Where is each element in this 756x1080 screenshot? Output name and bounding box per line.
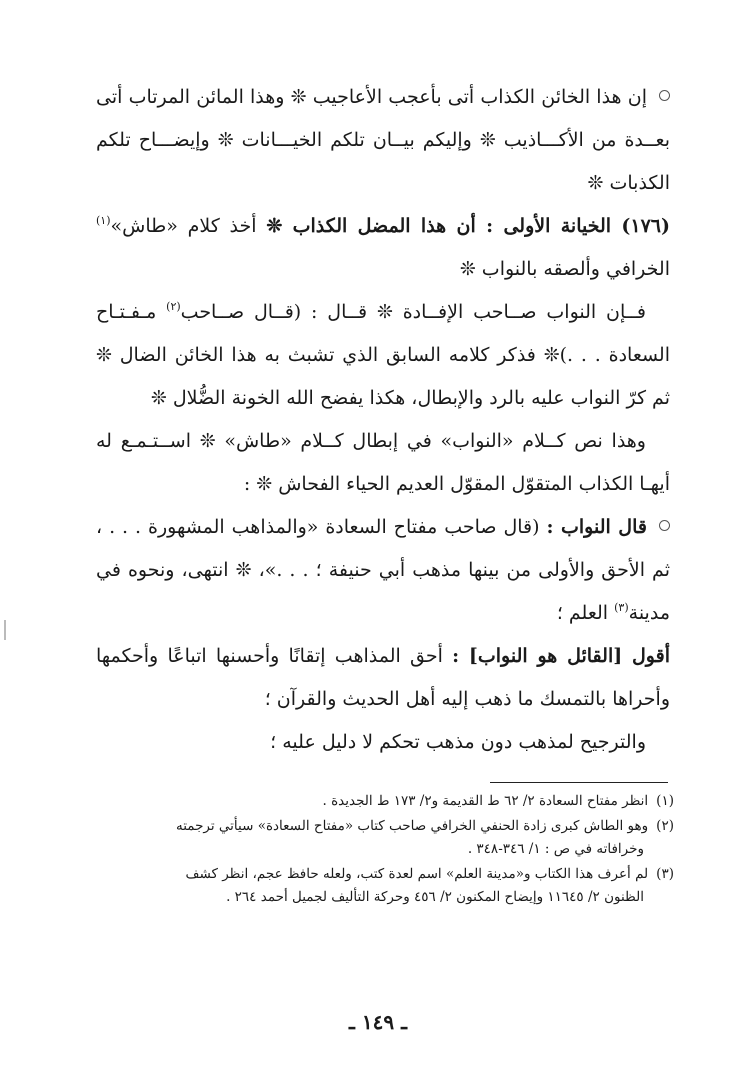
margin-mark — [4, 620, 6, 640]
footnote-3 — [96, 863, 674, 909]
circle-bullet-icon — [659, 90, 670, 101]
main-text — [96, 76, 670, 764]
footnote-number: (١) — [656, 793, 674, 809]
footnote-text: لم أعرف هذا الكتاب و«مدينة العلم» اسم لعدة كتب، ولعله حافظ عجم، انظر كشف — [185, 866, 649, 882]
page-number: ـ ١٤٩ ـ — [349, 1010, 407, 1034]
paragraph-1 — [96, 76, 670, 205]
footnote-number: (٣) — [656, 866, 674, 882]
footnote-ref-2: (٢) — [166, 300, 181, 313]
paragraph-7 — [96, 721, 670, 764]
paragraph-3-text-b: مـفـتـاح السعادة . . .)❊ فذكر كلامه السابق الذي تشبث به هذا الخائن الضال ❊ ثم كرّ النواب عليه بالرد والإبطال، هكذا يفضح الله الخونة الضُّلال ❊ — [96, 301, 670, 409]
paragraph-5-text-b: العلم ؛ — [556, 602, 609, 624]
footnote-number: (٢) — [656, 818, 674, 834]
circle-bullet-icon — [659, 520, 670, 531]
paragraph-6-text: أحق المذاهب إتقانًا وأحسنها اتباعًا وأحكمها وأحراها بالتمسك ما ذهب إليه أهل الحديث والقرآن ؛ — [96, 645, 670, 710]
footnote-text: وهو الطاش كبرى زادة الحنفي الخرافي صاحب كتاب «مفتاح السعادة» سيأتي ترجمته — [175, 818, 649, 834]
paragraph-6 — [96, 635, 670, 721]
aqul-label: أقول [القائل هو النواب] : — [452, 645, 670, 667]
footnote-2 — [96, 815, 674, 861]
paragraph-4-text: وهذا نص كــلام «النواب» في إبطال كــلام «طاش» ❊ اســتـمـع له أيهـا الكذاب المتقوّل المقوّل العديم الحياء الفحاش ❊ : — [96, 430, 670, 495]
paragraph-7-text: والترجيح لمذهب دون مذهب تحكم لا دليل عليه ؛ — [270, 731, 646, 753]
footnote-ref-3: (٣) — [614, 601, 629, 614]
paragraph-3 — [96, 291, 670, 420]
paragraph-1-text: إن هذا الخائن الكذاب أتى بأعجب الأعاجيب ❊ وهذا المائن المرتاب أتى بعــدة من الأكـــاذيب ❊ وإليكم بيــان تلكم الخيـــانات ❊ وإيضـــاح تلكم الكذبات ❊ — [96, 86, 670, 194]
section-heading-176: (١٧٦) الخيانة الأولى : أن هذا المضل الكذاب ❊ — [266, 215, 671, 237]
quote-label-nawab: قال النواب : — [546, 516, 647, 538]
footnote-1 — [96, 790, 674, 813]
paragraph-4 — [96, 420, 670, 506]
paragraph-2-text-b: الخرافي وألصقه بالنواب ❊ — [459, 258, 670, 280]
footnote-continuation: الظنون ٢/ ١١٦٤٥ وإيضاح المكنون ٢/ ٤٥٦ وحركة التأليف لجميل أحمد ٢٦٤ . — [226, 889, 644, 905]
paragraph-5-text-a: (قال صاحب مفتاح السعادة «والمذاهب المشهورة . . . ، ثم الأحق والأولى من بينها مذهب أبي حنيفة ؛ . . .»، ❊ انتهى، ونحوه في مدينة — [96, 516, 670, 624]
footnote-text: انظر مفتاح السعادة ٢/ ٦٢ ط القديمة و٢/ ١٧٣ ط الجديدة . — [322, 793, 649, 809]
paragraph-2-text-a: أخذ كلام «طاش» — [110, 215, 257, 237]
paragraph-3-text-a: فــإن النواب صــاحب الإفــادة ❊ قــال : (قــال صــاحب — [180, 301, 646, 323]
footnote-ref-1: (١) — [96, 214, 111, 227]
footnote-separator — [490, 782, 668, 783]
paragraph-5 — [96, 506, 670, 635]
footnote-continuation: وخرافاته في ص : ١/ ٣٤٦-٣٤٨ . — [467, 841, 644, 857]
paragraph-2 — [96, 205, 670, 291]
footnotes — [96, 790, 674, 911]
